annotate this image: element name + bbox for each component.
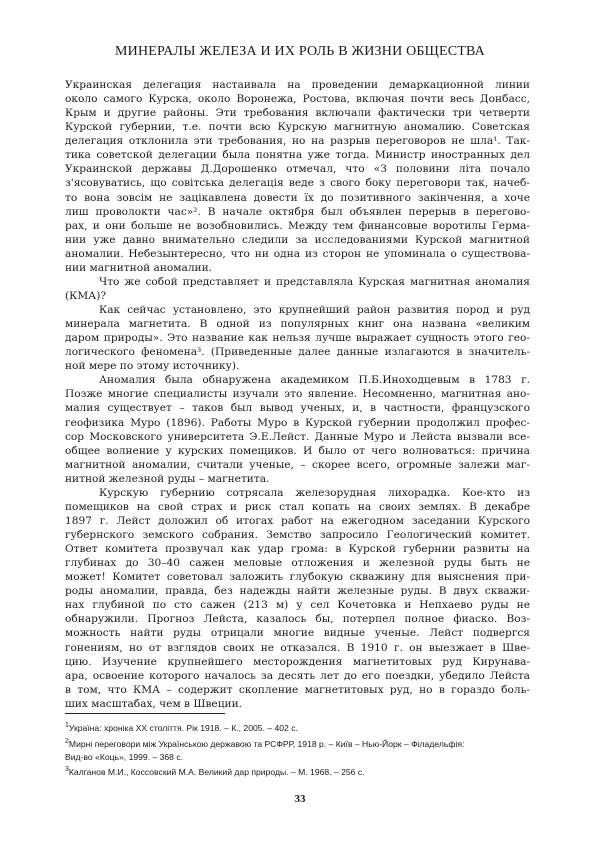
paragraph [65,373,530,486]
footnote-line [65,766,530,779]
text-line: гонениям, но от взглядов своих не отказался. В 1910 г. он выезжает в Шве- [65,641,530,654]
text-line: Аномалия была обнаружена академиком П.Б.Иноходцевым в 1783 г. [99,374,530,387]
text-line: малия существует – таков был вывод ученых, и, в частности, французского [65,402,530,415]
text-line: магнитной аномалии, считали ученые, – скорее всего, огромные залежи маг- [65,458,530,471]
text-line: делегация отклонила эти требования, но на разрыв переговоров не шла¹. Так- [65,135,530,148]
text-line: около самого Курска, около Воронежа, Ростова, включая почти весь Донбасс, [65,93,530,106]
running-title: МИНЕРАЛЫ ЖЕЛЕЗА И ИХ РОЛЬ В ЖИЗНИ ОБЩЕСТВА [115,44,485,59]
text-line: Ответ комитета прозвучал как удар грома: в Курской губернии развиты на [65,543,530,556]
text-line: то вона зовсім не зацікавлена довести їх до позитивного закінчення, а хоче [65,191,530,204]
text-line: рах, и они больше не возобновились. Между тем финансовые воротилы Герма- [65,219,530,232]
text-line: тика советской делегации была понятна уже тогда. Министр иностранных дел [65,149,530,162]
text-line: цию. Изучение крупнейшего месторождения магнетитовых руд Кирунава- [65,655,530,668]
text-line: Как сейчас установлено, это крупнейший район развития пород и руд [99,304,530,316]
text-line: ара, освоение которого началось за десять лет до его поездки, убедило Лейста [65,669,530,682]
main-text [65,78,530,711]
text-line: нитной железной руды – магнетита. [65,472,270,485]
text-line: сор Московского университета Э.Е.Лейст. Данные Муро и Лейста вызвали все- [65,430,530,443]
paragraph [65,78,530,275]
text-line: Курской губернии, т.е. почти всю Курскую магнитную аномалию. Советская [65,121,530,134]
text-line: Крым и другие районы. Эти требования включали фактически три четверти [65,107,530,120]
text-line: Украинская делегация настаивала на проведении демаркационной линии [65,79,530,91]
text-line: Курскую губернию сотрясала железорудная лихорадка. Кое-кто из [99,486,530,499]
text-line: может! Комитет советовал заложить глубокую скважину для выяснения при- [65,571,530,584]
page-number: 33 [294,793,306,805]
footnote-line [65,722,530,735]
text-line: глубинах до 30–40 сажен меловые отложения и железной руды быть не [65,557,530,570]
paragraph [65,303,530,373]
paragraph [65,275,530,303]
footnote-mark: 1 [65,722,69,730]
footnote-text: Мирні переговори між Українською державою та РСФРР, 1918 р. – Київ – Нью-Йорк – Філадельфія: [68,739,465,749]
footnote-line [65,751,530,764]
text-line: 1897 г. Лейст доложил об итогах работ на ежегодном заседании Курского [65,514,530,527]
text-line: общее волнение у курских помещиков. И было от чего волноваться: причина [65,444,530,457]
text-line: даром природы». Это название как нельзя лучше выражает сущность этого гео- [65,332,530,345]
text-line: ной мере по этому источнику). [65,360,240,373]
footnote-text: Вид-во «Коць», 1999. – 368 с. [65,752,184,762]
text-line: роды аномалии, правда, без надежды найти железные руды. В двух скважи- [65,585,530,598]
footnote-text: Україна: хроніка XX століття. Рік 1918. – К., 2005. – 402 с. [68,723,298,733]
paragraph [65,486,530,711]
text-line: геофизика Муро (1896). Работы Муро в Курской губернии продолжил профес- [65,416,530,429]
text-line: в том, что КМА – содержит скопление магнетитовых руд, но в гораздо боль- [65,683,530,696]
text-line: аномалии. Небезынтересно, что ни одна из сторон не упоминала о существова- [65,247,530,260]
text-line: минерала магнетита. В одной из популярных книг она названа «великим [65,318,530,331]
text-line: (КМА)? [65,289,107,302]
text-line: нах глубиной по сто сажен (213 м) у сел Кочетовка и Непхаево руды не [65,599,530,612]
footnote-line [65,738,530,751]
footnote-text: Калганов М.И., Коссовский М.А. Великий дар природы. – М. 1968. – 256 с. [68,767,365,777]
text-line: логического феномена³. (Приведенные далее данные излагаются в значитель- [65,346,530,359]
text-line: помещиков на свой страх и риск стал копать на своих землях. В декабре [65,500,530,513]
footnote-mark: 2 [65,738,69,746]
text-line: ших масштабах, чем в Швеции. [65,697,243,710]
text-line: нии уже давно внимательно следили за исследованиями Курской магнитной [65,233,530,246]
footnote-mark: 3 [65,766,69,774]
text-line: нии магнитной аномалии. [65,261,213,274]
text-line: обнаружили. Прогноз Лейста, казалось бы, потерпел полное фиаско. Воз- [65,613,530,626]
text-line: Украинской державы Д.Дорошенко отмечал, что «З половини літа почало [65,163,530,176]
text-line: можность найти руды отрицали многие видные ученые. Лейст подвергся [65,627,530,640]
text-line: Позже многие специалисты изучали это явление. Несомненно, магнитная ано- [65,388,530,401]
text-line: губернского земского собрания. Земство запросило Геологический комитет. [65,529,530,541]
text-line: з'ясовуватись, що совітська делегація веде з свого боку переговори так, начеб- [65,177,530,190]
footnote-separator [65,713,225,714]
text-line: лиш проволокти час»². В начале октября был объявлен перерыв в перегово- [65,205,530,218]
text-line: Что же собой представляет и представляла Курская магнитная аномалия [99,275,530,288]
